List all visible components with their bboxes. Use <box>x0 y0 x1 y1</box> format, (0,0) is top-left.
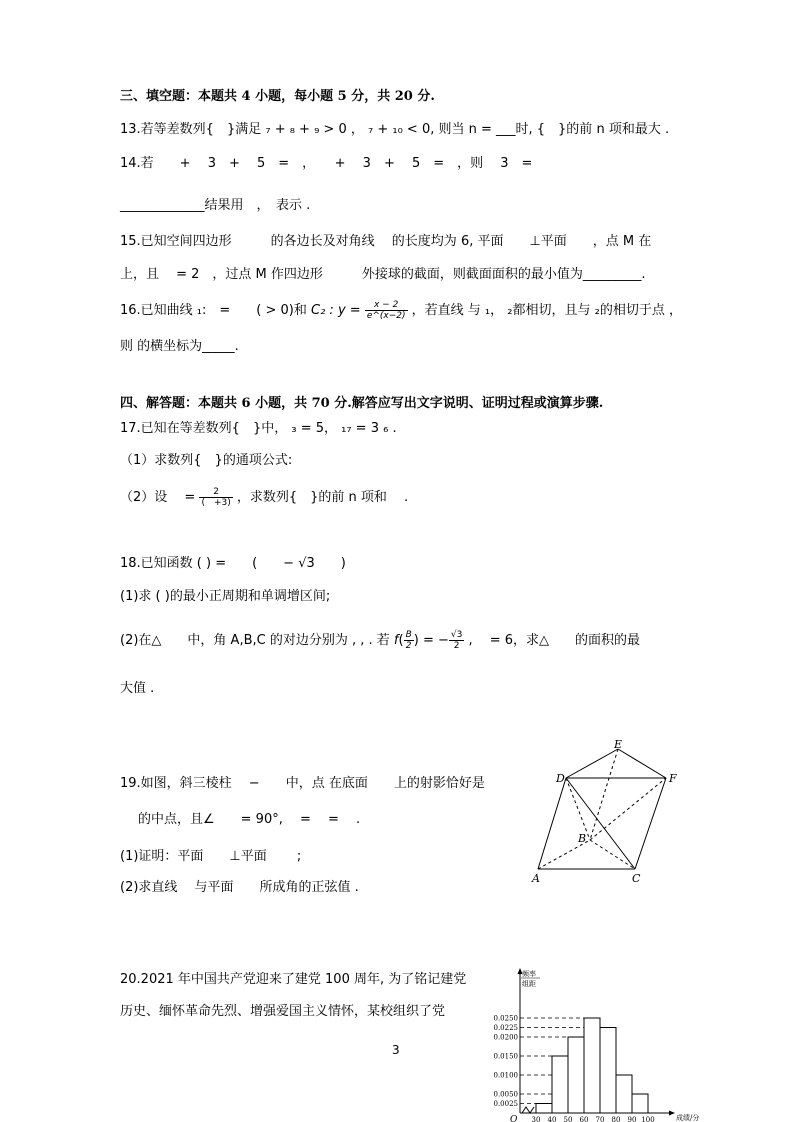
q17-frac-den: ( +3) <box>201 498 231 508</box>
q17-part2-b: ，求数列{ }的前 n 项和 . <box>236 490 409 505</box>
y-tick-label: 0.0250 <box>493 1014 518 1023</box>
question-15-line1: 15.已知空间四边形 的各边长及对角线 的长度均为 6, 平面 ⊥平面 ，点 M 在 <box>120 234 652 249</box>
prism-figure <box>530 738 690 888</box>
question-17-part1: （1）求数列{ }的通项公式: <box>120 453 293 468</box>
edge-BF <box>590 778 666 840</box>
q18-part2-b: , = 6，求△ 的面积的最 <box>468 633 641 648</box>
question-16-line2: 则 的横坐标为_____. <box>120 339 239 354</box>
x-tick-label: 30 <box>531 1116 541 1122</box>
histogram-bar-60-70 <box>584 1018 600 1113</box>
edge-DA <box>538 778 566 869</box>
histogram-bar-30-40 <box>536 1104 552 1114</box>
question-17-stem: 17.已知在等差数列{ }中， ₃ = 5， ₁₇ = 3 ₆ . <box>120 421 397 436</box>
edge-EF <box>618 749 666 778</box>
q16-frac-den: e^(x−2) <box>366 311 406 321</box>
origin-label: O <box>510 1115 518 1122</box>
question-16-c2: C₂ : y = <box>311 303 361 318</box>
question-18-part1: (1)求 ( )的最小正周期和单调增区间; <box>120 589 331 604</box>
edge-DC <box>566 778 635 869</box>
label-D: D <box>556 772 565 785</box>
q18-part2-a: (2)在△ 中，角 A,B,C 的对边分别为 , , . 若 <box>120 633 390 648</box>
question-18-part2: (2)在△ 中，角 A,B,C 的对边分别为 , , . 若 f( $\frac{B}{2}$ ) = − $\frac{√3}{2}$ , = 6，求△ 的面积的最 <box>120 630 641 651</box>
label-C: C <box>632 872 641 885</box>
y-tick-label: 0.0100 <box>493 1071 518 1080</box>
question-20-line2: 历史、缅怀革命先烈、增强爱国主义情怀，某校组织了党 <box>120 1004 446 1019</box>
question-14-line1: 14.若 + 3 + 5 = ， + 3 + 5 = ，则 3 = <box>120 156 533 171</box>
question-13: 13.若等差数列{ }满足 ₇ + ₈ + ₉ > 0 ， ₇ + ₁₀ < 0, 则当 n = ___时, { }的前 n 项和最大 . <box>120 122 670 137</box>
question-16-fraction <box>365 300 408 321</box>
x-tick-label: 100 <box>641 1116 655 1122</box>
q18-frac-den: 2 <box>405 641 412 651</box>
histogram-bar-70-80 <box>600 1028 616 1114</box>
y-tick-label: 0.0150 <box>493 1052 518 1061</box>
question-19-stem2: 的中点，且∠ = 90°, = = . <box>138 812 361 827</box>
histogram-bar-90-100 <box>632 1094 648 1113</box>
x-tick-label: 60 <box>579 1116 589 1122</box>
question-18-stem: 18.已知函数 ( ) = ( − √3 ) <box>120 556 346 571</box>
histogram-bar-40-50 <box>552 1056 568 1113</box>
edge-FC <box>635 778 666 869</box>
x-axis-arrow <box>669 1111 675 1116</box>
x-tick-label: 40 <box>547 1116 557 1122</box>
axis-break-icon <box>522 1107 534 1113</box>
histogram-y-ticks <box>494 1015 519 1109</box>
y-tick-label: 0.0050 <box>493 1090 518 1099</box>
q18-fraction <box>404 630 414 651</box>
histogram-chart <box>482 965 712 1122</box>
y-tick-label: 0.0200 <box>493 1033 518 1042</box>
q17-part2-a: （2）设 = <box>120 490 196 505</box>
section4-heading: 四、解答题：本题共 6 小题，共 70 分.解答应写出文字说明、证明过程或演算步骤. <box>120 396 604 411</box>
section3-heading: 三、填空题：本题共 4 小题，每小题 5 分，共 20 分. <box>120 89 435 104</box>
histogram-x-ticks <box>532 1116 655 1122</box>
question-17-part2 <box>120 487 408 508</box>
question-18-part2-cont: 大值 . <box>120 681 155 696</box>
question-16-part-a: 16.已知曲线 ₁: = ( > 0)和 <box>120 303 307 318</box>
label-A: A <box>532 872 540 885</box>
question-16-line1 <box>120 300 682 321</box>
question-19-part1: (1)证明：平面 ⊥平面 ; <box>120 849 302 864</box>
edge-BC <box>590 840 635 869</box>
edge-DB <box>566 778 590 840</box>
q18-f: f <box>393 633 399 648</box>
q18-rhs: = − <box>422 633 449 648</box>
label-E: E <box>614 738 623 751</box>
x-tick-label: 90 <box>627 1116 637 1122</box>
q18-rhs-fraction <box>449 630 464 651</box>
label-B: B <box>578 832 587 845</box>
question-20-line1: 20.2021 年中国共产党迎来了建党 100 周年, 为了铭记建党 <box>120 972 467 987</box>
y-tick-label: 0.0225 <box>493 1024 518 1032</box>
x-tick-label: 80 <box>611 1116 621 1122</box>
x-axis-label: 成绩/分 <box>676 1114 700 1122</box>
question-14-line2: _____________结果用 ， 表示 . <box>120 198 311 213</box>
histogram-bar-80-90 <box>616 1075 632 1113</box>
q18-rhs-den: 2 <box>453 641 460 651</box>
y-tick-label: 0.0025 <box>493 1100 518 1108</box>
q17-frac-num: 2 <box>199 487 232 498</box>
page-number: 3 <box>392 1043 400 1057</box>
y-axis-label-top: 频率 <box>522 970 536 978</box>
q17-fraction <box>199 487 232 508</box>
question-15-line2: 上，且 = 2 ，过点 M 作四边形 外接球的截面，则截面面积的最小值为_________. <box>120 267 646 282</box>
question-19-part2: (2)求直线 与平面 所成角的正弦值 . <box>120 880 359 895</box>
histogram-bars <box>536 1018 648 1113</box>
x-tick-label: 70 <box>595 1116 605 1122</box>
question-16-part-b: ，若直线 与 ₁， ₂都相切，且与 ₂的相切于点 ， <box>411 303 682 318</box>
label-F: F <box>669 772 677 785</box>
q18-rhs-num: √3 <box>450 630 463 640</box>
x-tick-label: 50 <box>563 1116 573 1122</box>
y-axis-label-bottom: 组距 <box>522 980 536 988</box>
q16-frac-num: x − 2 <box>365 300 408 311</box>
question-19-stem: 19.如图，斜三棱柱 − 中，点 在底面 上的射影恰好是 <box>120 776 485 791</box>
q18-frac-num: B <box>405 630 412 640</box>
histogram-bar-50-60 <box>568 1037 584 1113</box>
